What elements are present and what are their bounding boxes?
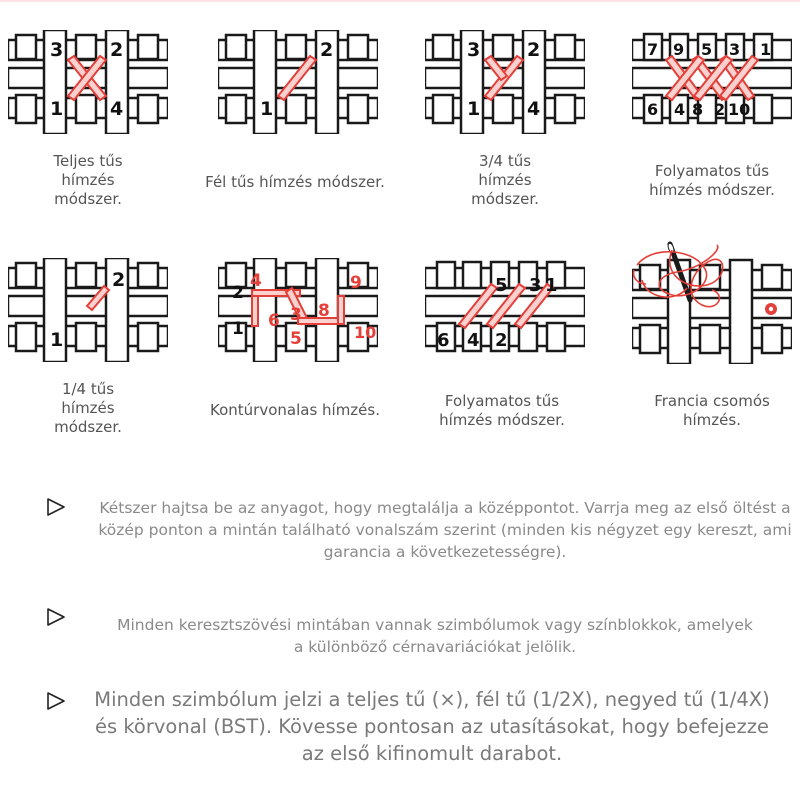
label-5: 5 (495, 275, 508, 296)
continuous-stitch-diagram-2 (425, 258, 585, 362)
label-5: 5 (701, 40, 713, 59)
instruction-paragraph-1: Kétszer hajtsa be az anyagot, hogy megtalálja a középpontot. Varrja meg az első öltést a közép ponton a mintán található vonalszám szerint (minden kis négyzet egy kereszt, ami garancia a következetességre). (98, 499, 792, 561)
label-1: 1 (50, 329, 64, 351)
triangle-outline-icon (46, 607, 66, 627)
label-6: 6 (437, 330, 450, 351)
label-10: 10 (354, 323, 377, 342)
label-4: 4 (674, 100, 686, 119)
triangle-outline-icon (46, 691, 66, 711)
top-divider (0, 0, 800, 2)
label-1: 1 (50, 98, 64, 120)
quarter-stitch-diagram (8, 258, 168, 362)
continuous-stitch-diagram (632, 30, 792, 134)
label-4: 4 (467, 330, 480, 351)
label-9: 9 (350, 273, 362, 293)
label-2: 2 (320, 39, 334, 61)
label-2: 2 (495, 330, 508, 351)
label-3: 3 (50, 39, 64, 61)
label-8: 8 (318, 301, 330, 321)
full-cross-stitch-diagram (8, 30, 168, 134)
label-2: 2 (112, 269, 126, 291)
three-quarter-stitch-diagram (425, 30, 585, 134)
label-5: 5 (290, 329, 302, 349)
label-2: 2 (714, 100, 726, 119)
label-7: 7 (647, 40, 659, 59)
caption-french-knot: Francia csomós hímzés. (654, 392, 770, 429)
label-8: 8 (692, 100, 704, 119)
caption-outline-stitch: Kontúrvonalas hímzés. (210, 401, 380, 419)
label-1: 1 (545, 275, 558, 296)
label-3: 3 (290, 305, 302, 325)
label-6: 6 (268, 311, 280, 331)
triangle-outline-icon (46, 497, 66, 517)
label-2: 2 (110, 39, 124, 61)
label-1: 1 (760, 40, 772, 59)
label-4: 4 (110, 98, 124, 120)
outline-stitch-diagram (218, 258, 378, 362)
label-2: 2 (527, 39, 541, 61)
label-1: 1 (260, 98, 274, 120)
label-10: 10 (728, 100, 751, 119)
label-1: 1 (467, 98, 481, 120)
caption-full-stitch: Teljes tűs hímzés módszer. (53, 152, 123, 208)
label-6: 6 (647, 100, 659, 119)
french-knot-icon (765, 303, 777, 315)
instruction-paragraph-3: Minden szimbólum jelzi a teljes tű (×), fél tű (1/2X), negyed tű (1/4X) és körvonal (BST). Kövesse pontosan az utasításokat, hogy befejezze az első kifinomult darabot. (94, 688, 770, 765)
label-3: 3 (729, 40, 741, 59)
caption-three-quarter-stitch: 3/4 tűs hímzés módszer. (471, 152, 539, 208)
caption-quarter-stitch: 1/4 tűs hímzés módszer. (54, 380, 122, 436)
half-stitch-diagram (218, 30, 378, 134)
caption-continuous-stitch-2: Folyamatos tűs hímzés módszer. (439, 392, 565, 429)
french-knot-diagram (632, 240, 792, 364)
caption-half-stitch: Fél tűs hímzés módszer. (205, 173, 385, 191)
label-9: 9 (673, 40, 685, 59)
label-1: 1 (232, 319, 244, 339)
caption-continuous-stitch-1: Folyamatos tűs hímzés módszer. (649, 162, 775, 199)
label-2: 2 (232, 283, 244, 303)
label-4: 4 (250, 271, 262, 291)
label-3: 3 (529, 275, 542, 296)
label-4: 4 (527, 98, 541, 120)
label-3: 3 (467, 39, 481, 61)
instruction-paragraph-2: Minden keresztszövési mintában vannak szimbólumok vagy színblokkok, amelyek a különböző cérnavariációkat jelölik. (117, 616, 753, 656)
